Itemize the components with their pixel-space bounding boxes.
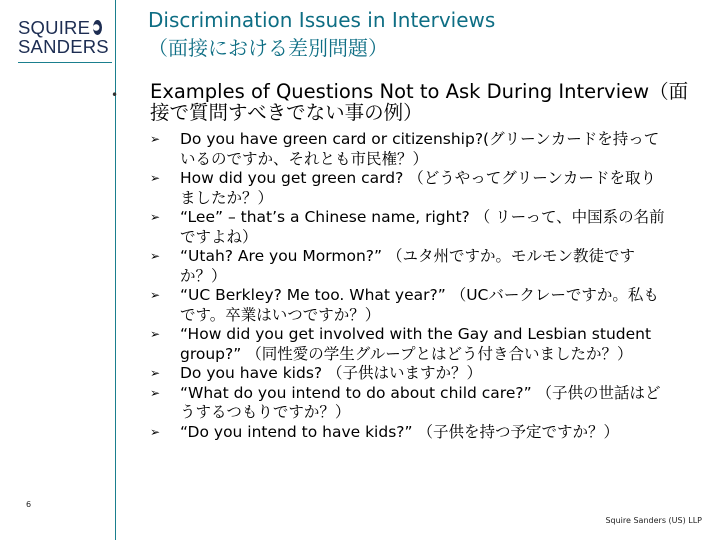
- list-item-text: “Lee” – that’s a Chinese name, right? （ リーって、中国系の名前ですよね）: [180, 208, 665, 246]
- list-item-text: “Utah? Are you Mormon?” （ユタ州ですか。モルモン教徒ですか？）: [180, 247, 635, 285]
- bullet-icon: •: [111, 88, 119, 102]
- arrow-bullet-icon: ➢: [150, 249, 161, 263]
- logo-underline: [18, 62, 112, 63]
- list-item-text: “What do you intend to do about child care?” （子供の世話はどうするつもりですか？）: [180, 383, 661, 421]
- list-item: [150, 423, 670, 443]
- list-item-text: How did you get green card? （どうやってグリーンカードを取りましたか？）: [180, 169, 656, 207]
- list-item-text: Do you have green card or citizenship?(グリーンカードを持っているのですか、それとも市民権？）: [180, 130, 660, 168]
- list-item: [150, 325, 670, 364]
- list-item: [150, 286, 670, 325]
- list-item: [150, 364, 670, 384]
- list-item: [150, 169, 670, 208]
- title-line-japanese: （面接における差別問題）: [148, 36, 388, 60]
- arrow-bullet-icon: ➢: [150, 366, 161, 380]
- arrow-bullet-icon: ➢: [150, 171, 161, 185]
- arrow-bullet-icon: ➢: [150, 288, 161, 302]
- list-item-text: “UC Berkley? Me too. What year?” （UCバークレーですか。私もです。卒業はいつですか？）: [180, 286, 659, 324]
- list-item-text: “How did you get involved with the Gay and Lesbian student group?” （同性愛の学生グループとはどう付き合いましたか？）: [180, 325, 652, 363]
- logo-text-line1: SQUIRE: [18, 17, 91, 38]
- list-item-text: Do you have kids? （子供はいますか？）: [180, 364, 483, 382]
- section-heading: Examples of Questions Not to Ask During Interview（面接で質問すべきでない事の例）: [150, 80, 689, 124]
- logo-text-line2: SANDERS: [18, 36, 109, 57]
- title-line-english: Discrimination Issues in Interviews: [148, 8, 496, 32]
- page-number: 6: [26, 500, 32, 509]
- question-list: [150, 130, 670, 442]
- company-logo: [18, 17, 109, 57]
- list-item: [150, 208, 670, 247]
- list-item: [150, 130, 670, 169]
- list-item: [150, 247, 670, 286]
- arrow-bullet-icon: ➢: [150, 327, 161, 341]
- logo-mark-icon: [93, 20, 102, 35]
- vertical-divider: [115, 0, 116, 540]
- list-item: [150, 384, 670, 423]
- footer-text: Squire Sanders (US) LLP: [605, 516, 702, 525]
- arrow-bullet-icon: ➢: [150, 424, 161, 439]
- arrow-bullet-icon: ➢: [150, 210, 161, 224]
- slide-title: [148, 6, 708, 62]
- arrow-bullet-icon: ➢: [150, 385, 161, 400]
- arrow-bullet-icon: ➢: [150, 132, 161, 146]
- list-item-text: “Do you intend to have kids?” （子供を持つ予定ですか？）: [180, 422, 619, 441]
